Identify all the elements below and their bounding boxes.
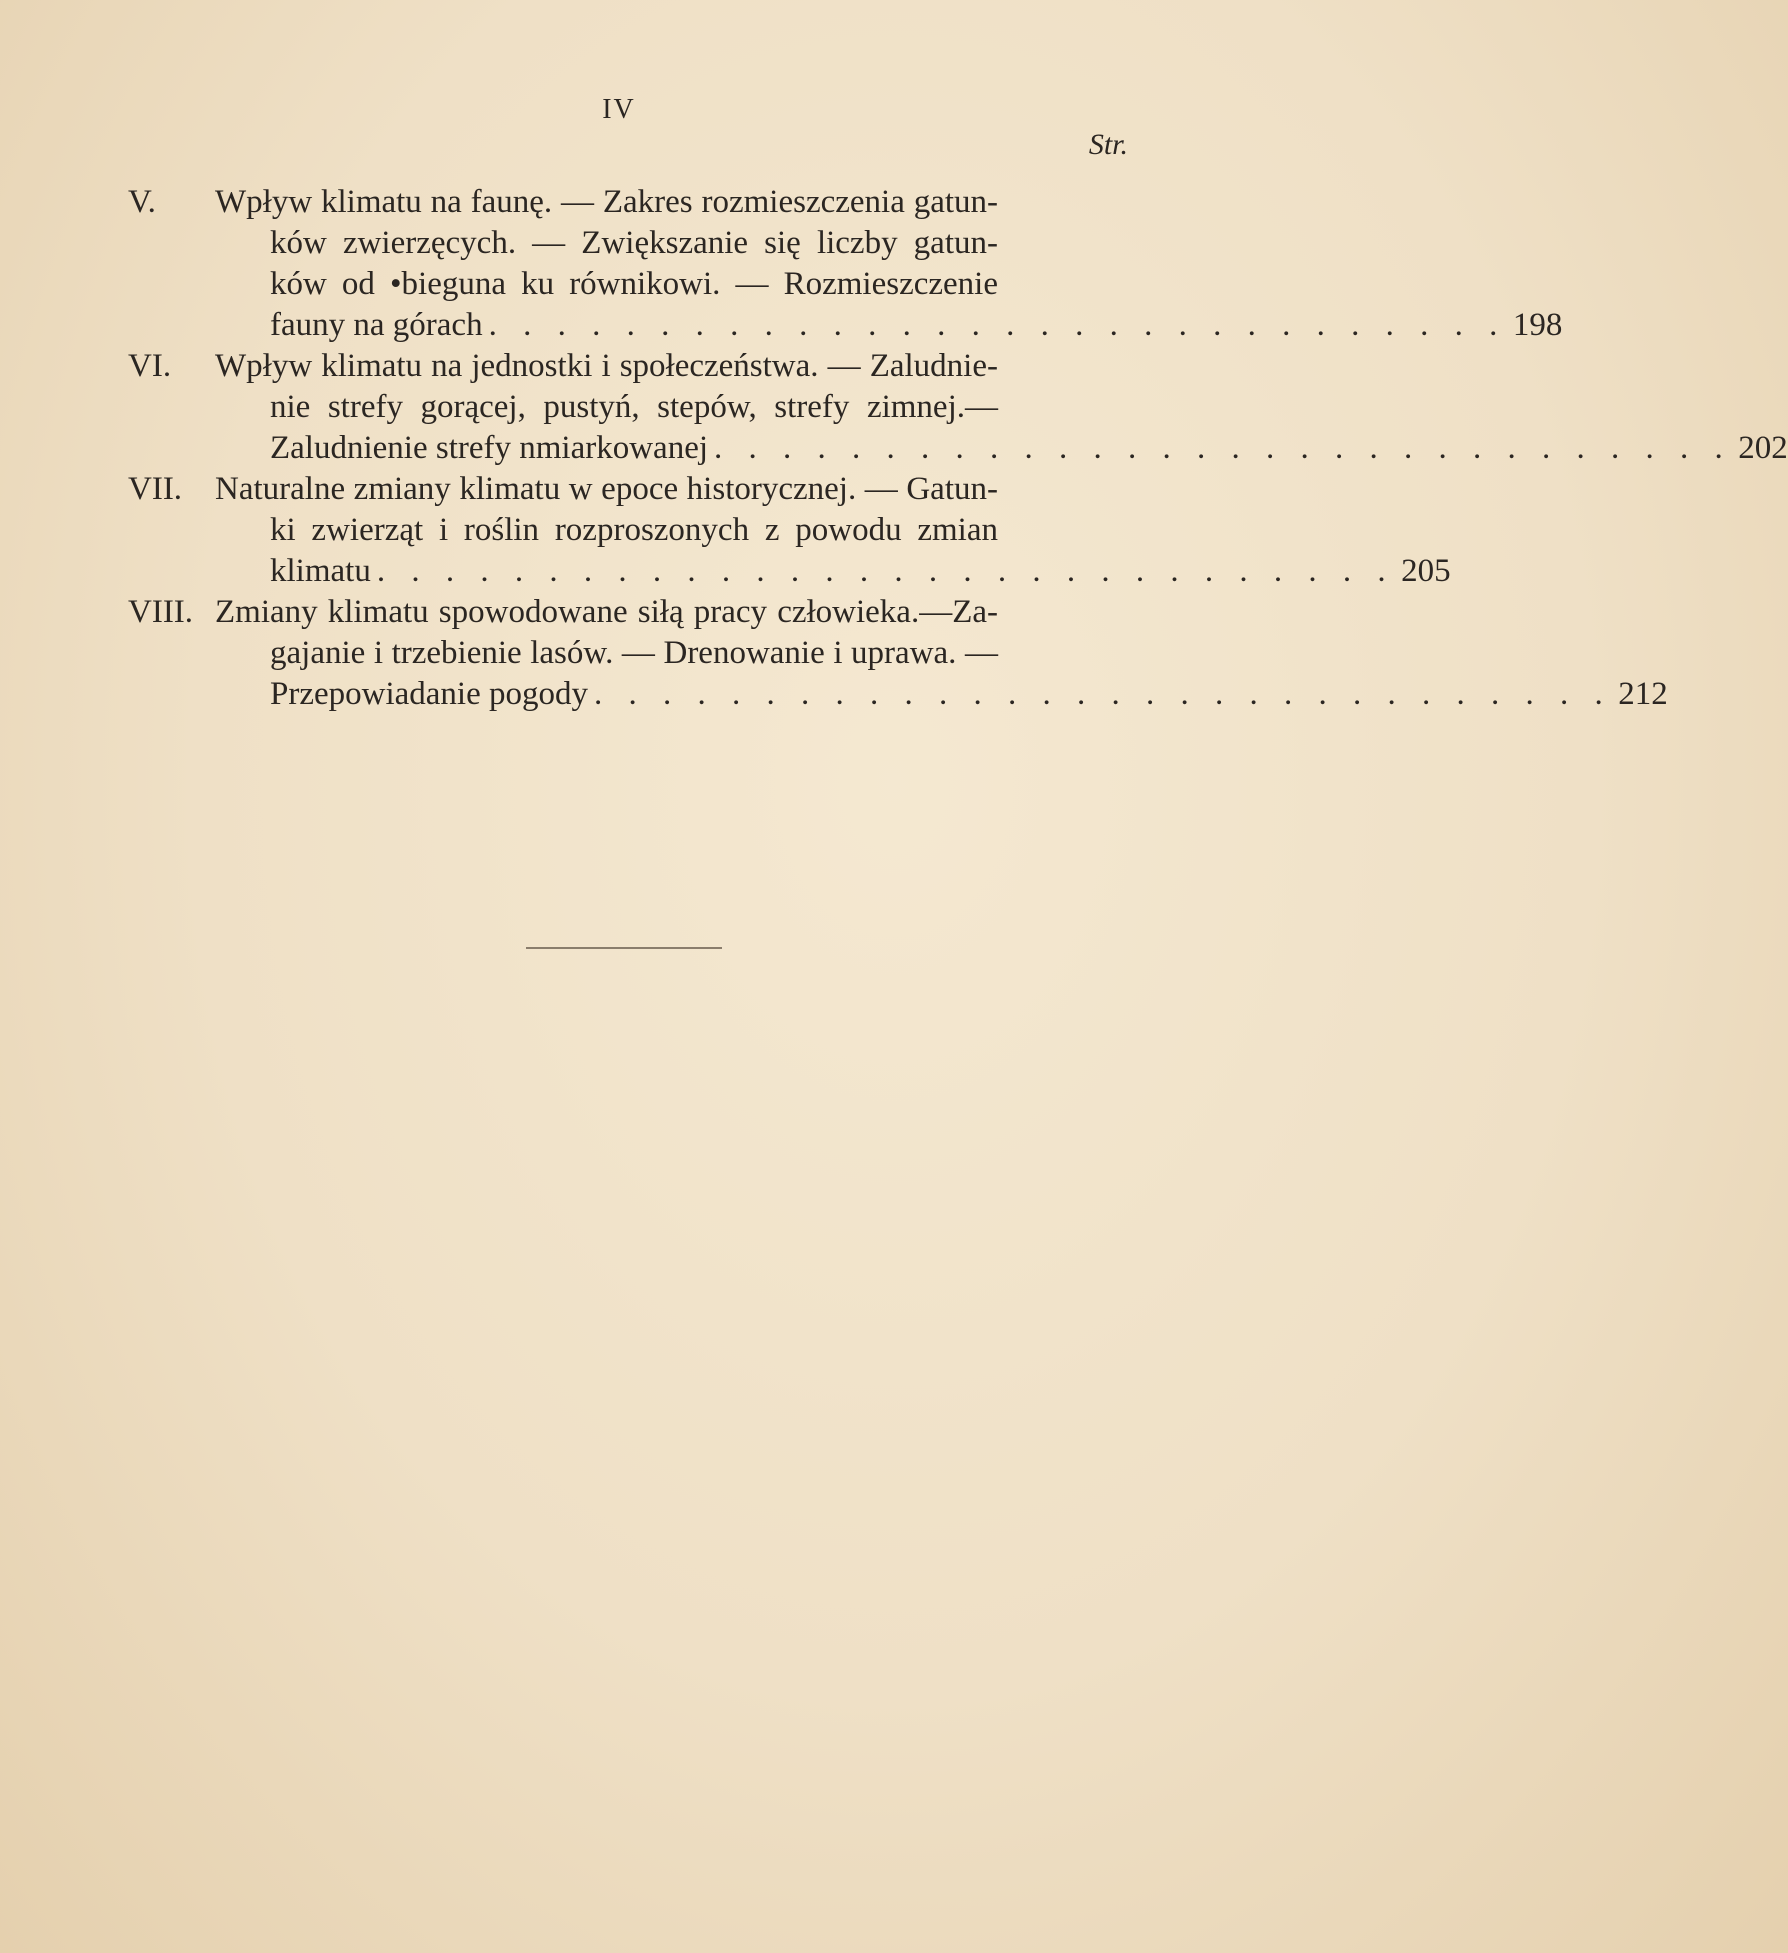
entry-line: gajanie i trzebienie lasów. — Drenowanie i uprawa. — <box>270 635 998 671</box>
entry-line: ków od •bieguna ku równikowi. — Rozmieszczenie <box>270 266 998 302</box>
entry-last-line <box>128 551 1451 592</box>
entry-last-line <box>128 428 1788 469</box>
entry-line: ków zwierzęcych. — Zwiększanie się liczby gatun- <box>270 225 998 261</box>
page-reference: 205 <box>1401 553 1451 589</box>
toc-entry-vii <box>128 469 1451 592</box>
entry-line: Zaludnienie strefy nmiarkowanej <box>270 430 709 466</box>
page-column-label: Str. <box>1088 128 1128 161</box>
page-reference: 212 <box>1618 676 1668 712</box>
dot-leader: . . . . . . . . . . . . . . . . . . . . . . . . . . . . . . <box>376 553 1395 589</box>
table-of-contents <box>128 182 1788 715</box>
chapter-numeral: V. <box>128 184 156 220</box>
entry-line: klimatu <box>270 553 371 589</box>
dot-leader: . . . . . . . . . . . . . . . . . . . . . . . . . . . . . . <box>714 430 1732 466</box>
toc-entry-vi <box>128 346 1788 469</box>
entry-last-line <box>128 305 1563 346</box>
section-divider <box>526 947 722 949</box>
toc-entry-v <box>128 182 1563 346</box>
dot-leader: . . . . . . . . . . . . . . . . . . . . . . . . . . . . . . <box>594 676 1612 712</box>
dot-leader: . . . . . . . . . . . . . . . . . . . . . . . . . . . . . . <box>488 307 1507 343</box>
entry-line: ki zwierząt i roślin rozproszonych z powodu zmian <box>270 512 998 548</box>
entry-line: Zmiany klimatu spowodowane siłą pracy człowieka.—Za- <box>215 594 998 630</box>
entry-line: nie strefy gorącej, pustyń, stepów, strefy zimnej.— <box>270 389 998 425</box>
chapter-numeral: VII. <box>128 471 183 507</box>
page-reference: 198 <box>1512 307 1563 343</box>
page-reference: 202 <box>1738 430 1788 466</box>
entry-line: Wpływ klimatu na jednostki i społeczeństwa. — Zaludnie- <box>215 348 998 384</box>
chapter-numeral: VIII. <box>128 594 194 630</box>
chapter-numeral: VI. <box>128 348 172 384</box>
page-number: IV <box>602 94 636 125</box>
entry-line: Wpływ klimatu na faunę. — Zakres rozmieszczenia gatun- <box>215 184 998 220</box>
entry-line: Naturalne zmiany klimatu w epoce historycznej. — Gatun- <box>215 471 998 507</box>
entry-last-line <box>128 674 1668 715</box>
entry-line: Przepowiadanie pogody <box>270 676 588 712</box>
toc-entry-viii <box>128 592 1668 715</box>
entry-line: fauny na górach <box>270 307 483 343</box>
